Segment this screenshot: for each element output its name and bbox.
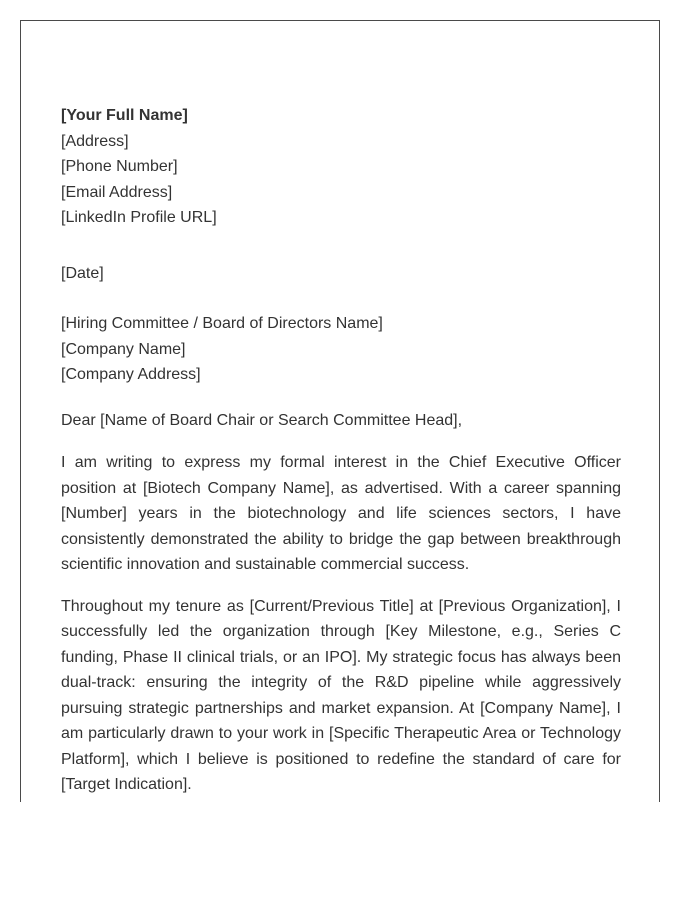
recipient-company-name: [Company Name] <box>61 340 186 358</box>
recipient-committee: [Hiring Committee / Board of Directors Name] <box>61 315 383 332</box>
sender-address: [Address] <box>61 132 129 150</box>
document-page <box>20 20 660 802</box>
date-block <box>61 261 621 287</box>
letter-body <box>61 103 621 802</box>
salutation: Dear [Name of Board Chair or Search Committee Head], <box>61 411 463 429</box>
sender-email: [Email Address] <box>61 183 173 201</box>
sender-linkedin: [LinkedIn Profile URL] <box>61 209 217 226</box>
sender-block <box>61 103 621 231</box>
letter-date: [Date] <box>61 264 104 282</box>
recipient-block <box>61 311 621 388</box>
body-paragraph-2: Throughout my tenure as [Current/Previous Title] at [Previous Organization], I successfully led the organization through [Key Milestone, e.g., Series C funding, Phase II clinical trials, or an IPO]. My strategic focus has always been dual-track: ensuring the integrity of the R&D pipeline while aggressively pursuing strategic partnerships and market expansion. At [Company Name], I am particularly drawn to your work in [Specific Therapeutic Area or Technology Platform], which I believe is positioned to redefine the standard of care for [Target Indication]. <box>61 597 621 793</box>
body-paragraph-1: I am writing to express my formal interest in the Chief Executive Officer position at [Biotech Company Name], as advertised. With a career spanning [Number] years in the biotechnology and life sciences sectors, I have consistently demonstrated the ability to bridge the gap between breakthrough scientific innovation and sustainable commercial success. <box>61 454 621 573</box>
sender-name: [Your Full Name] <box>61 107 188 124</box>
sender-phone: [Phone Number] <box>61 158 178 175</box>
recipient-company-address: [Company Address] <box>61 366 201 383</box>
